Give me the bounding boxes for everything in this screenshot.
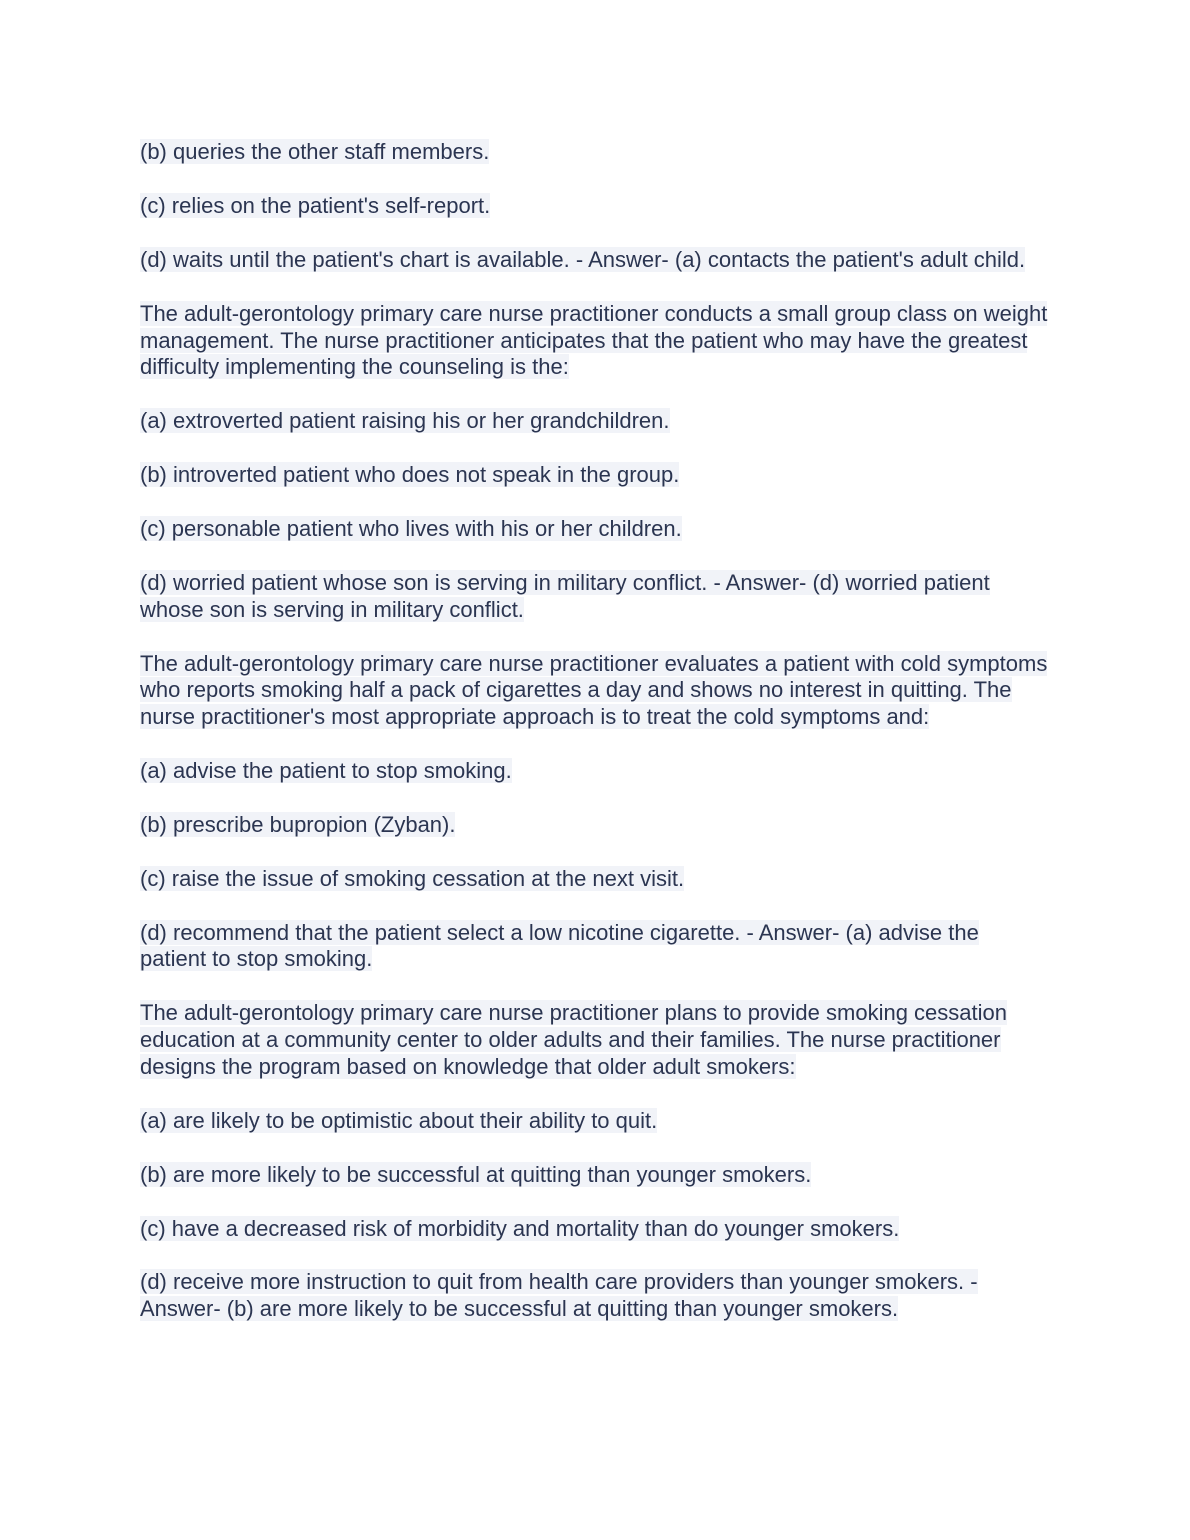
answer-option-c-self-report: (c) relies on the patient's self-report. bbox=[140, 192, 491, 218]
answer-option-a-advise: (a) advise the patient to stop smoking. bbox=[140, 757, 512, 783]
answer-option-b-bupropion: (b) prescribe bupropion (Zyban). bbox=[140, 811, 456, 837]
answer-option-b-staff: (b) queries the other staff members. bbox=[140, 139, 490, 164]
answer-option-b-successful: (b) are more likely to be successful at quitting than younger smokers. bbox=[140, 1161, 812, 1187]
answer-option-b-introverted: (b) introverted patient who does not speak in the group. bbox=[140, 462, 680, 488]
question-cold-symptoms-smoking: The adult-gerontology primary care nurse practitioner evaluates a patient with cold symptoms who reports smoking half a pack of cigarettes a day and shows no interest in quitting. The nurse practitioner's most appropriate approach is to treat the cold symptoms and: bbox=[140, 650, 1048, 729]
answer-option-d-chart: (d) waits until the patient's chart is available. - Answer- (a) contacts the patient's adult child. bbox=[140, 246, 1026, 272]
question-weight-management: The adult-gerontology primary care nurse practitioner conducts a small group class on weight management. The nurse practitioner anticipates that the patient who may have the greatest difficulty implementing the counseling is the: bbox=[140, 300, 1048, 380]
document-page bbox=[140, 139, 1050, 1350]
question-smoking-cessation-education: The adult-gerontology primary care nurse practitioner plans to provide smoking cessation education at a community center to older adults and their families. The nurse practitioner designs the program based on knowledge that older adult smokers: bbox=[140, 1000, 1007, 1079]
answer-option-d-more-instruction: (d) receive more instruction to quit from health care providers than younger smokers. - Answer- (b) are more likely to be successful at quitting than younger smokers. bbox=[140, 1269, 978, 1322]
answer-option-a-extroverted: (a) extroverted patient raising his or her grandchildren. bbox=[140, 408, 670, 434]
answer-option-d-worried: (d) worried patient whose son is serving in military conflict. - Answer- (d) worried patient whose son is serving in military conflict. bbox=[140, 570, 990, 622]
answer-option-c-next-visit: (c) raise the issue of smoking cessation at the next visit. bbox=[140, 865, 685, 891]
answer-option-d-low-nicotine: (d) recommend that the patient select a low nicotine cigarette. - Answer- (a) advise the patient to stop smoking. bbox=[140, 919, 979, 972]
answer-option-a-optimistic: (a) are likely to be optimistic about their ability to quit. bbox=[140, 1107, 658, 1133]
answer-option-c-decreased-risk: (c) have a decreased risk of morbidity and mortality than do younger smokers. bbox=[140, 1215, 900, 1241]
answer-option-c-personable: (c) personable patient who lives with his or her children. bbox=[140, 516, 682, 542]
